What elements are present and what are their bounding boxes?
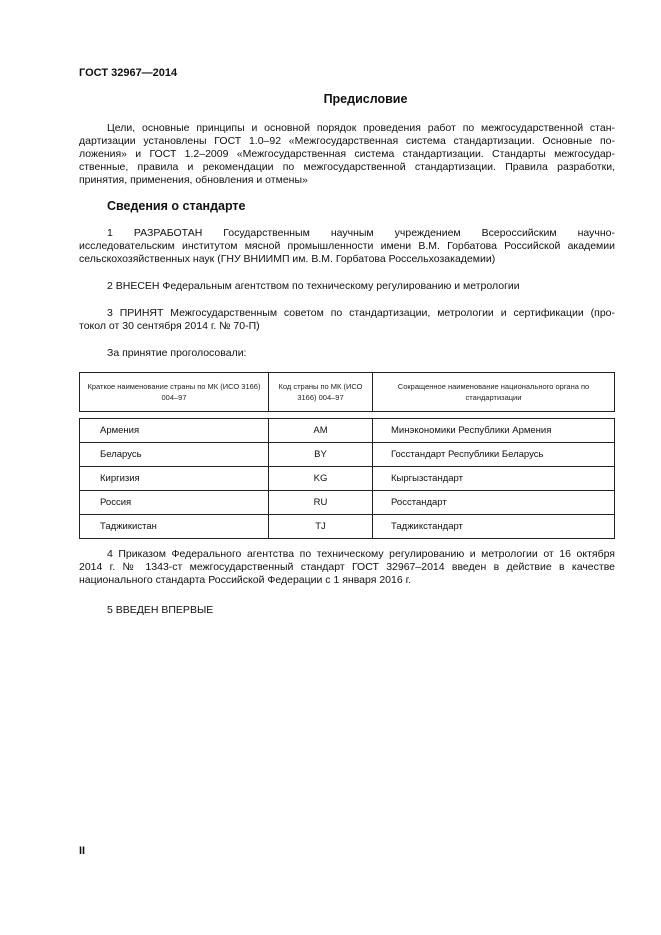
- column-header-body: Сокращенное наименование национального органа по стандартизации: [373, 373, 615, 412]
- foreword-title: Предисловие: [323, 92, 408, 106]
- foreword-line: Цели, основные принципы и основной порядок проведения работ по межгосударственной стан-: [107, 122, 615, 134]
- country-cell: Армения: [80, 419, 269, 443]
- body-cell: Росстандарт: [373, 491, 615, 515]
- info-item-1: [79, 227, 615, 266]
- country-cell: Беларусь: [80, 443, 269, 467]
- table-row: [80, 419, 615, 443]
- info-item-3: [79, 307, 615, 333]
- table-row: [80, 491, 615, 515]
- column-header-code: Код страны по МК (ИСО 3166) 004–97: [269, 373, 373, 412]
- info-item-1-line: 1 РАЗРАБОТАН Государственным научным учреждением Всероссийским научно-: [107, 227, 615, 239]
- info-item-4-line: 2014 г. № 1343-ст межгосударственный стандарт ГОСТ 32967–2014 введен в действие в качестве: [79, 561, 615, 573]
- table-row: [80, 467, 615, 491]
- info-item-1-line: сельскохозяйственных наук (ГНУ ВНИИМП им. В.М. Горбатова Россельхозакадемии): [79, 253, 496, 265]
- country-cell: Киргизия: [80, 467, 269, 491]
- info-item-2: 2 ВНЕСЕН Федеральным агентством по техническому регулированию и метрологии: [107, 280, 520, 292]
- voting-table: [79, 372, 615, 539]
- body-cell: Таджикстандарт: [373, 515, 615, 539]
- voted-label: За принятие проголосовали:: [107, 347, 247, 359]
- info-item-4-line: национального стандарта Российской Федерации с 1 января 2016 г.: [79, 574, 412, 586]
- body-cell: Госстандарт Республики Беларусь: [373, 443, 615, 467]
- code-cell: AM: [269, 419, 373, 443]
- foreword-line: ственные, правила и рекомендации по межгосударственной стандартизации. Правила разработки,: [79, 161, 615, 173]
- body-cell: Кыргызстандарт: [373, 467, 615, 491]
- table-header-row: [80, 373, 615, 412]
- table-row: [80, 515, 615, 539]
- column-header-country: Краткое наименование страны по МК (ИСО 3166) 004–97: [80, 373, 269, 412]
- info-item-1-line: исследовательским институтом мясной промышленности имени В.М. Горбатова Российской академии: [79, 240, 615, 252]
- document-code: ГОСТ 32967—2014: [79, 67, 178, 79]
- body-cell: Минэкономики Республики Армения: [373, 419, 615, 443]
- info-item-3-line: токол от 30 сентября 2014 г. № 70-П): [79, 320, 260, 332]
- foreword-line: ложения» и ГОСТ 1.2–2009 «Межгосударственная система стандартизации. Стандарты межгосудар-: [79, 148, 615, 160]
- foreword-line: принятия, применения, обновления и отмены»: [79, 174, 308, 186]
- country-cell: Россия: [80, 491, 269, 515]
- foreword-paragraph: [79, 122, 615, 187]
- info-title: Сведения о стандарте: [107, 199, 246, 213]
- info-item-5: 5 ВВЕДЕН ВПЕРВЫЕ: [107, 604, 214, 616]
- page-number: II: [79, 845, 86, 857]
- code-cell: BY: [269, 443, 373, 467]
- code-cell: RU: [269, 491, 373, 515]
- code-cell: TJ: [269, 515, 373, 539]
- info-item-4-line: 4 Приказом Федерального агентства по техническому регулированию и метрологии от 16 октября: [107, 548, 615, 560]
- country-cell: Таджикистан: [80, 515, 269, 539]
- code-cell: KG: [269, 467, 373, 491]
- foreword-line: дартизации установлены ГОСТ 1.0–92 «Межгосударственная система стандартизации. Основные по-: [79, 135, 615, 147]
- table-row: [80, 443, 615, 467]
- info-item-4: [79, 548, 615, 587]
- info-item-3-line: 3 ПРИНЯТ Межгосударственным советом по стандартизации, метрологии и сертификации (про-: [107, 307, 615, 319]
